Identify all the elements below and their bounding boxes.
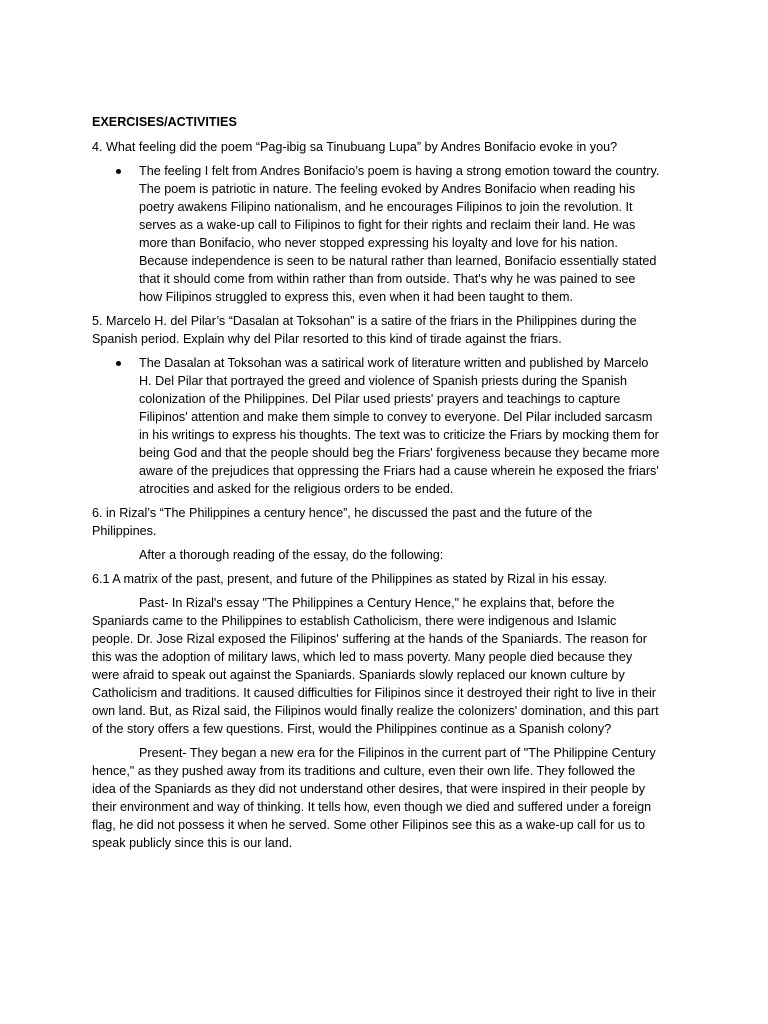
answer-4-text: The feeling I felt from Andres Bonifacio’s poem is having a strong emotion toward the country. The poem is patriotic in nature. The feeling evoked by Andres Bonifacio when reading his poetry awakens Filipino nationalism, and he encourages Filipinos to join the revolution. It serves as a wake-up call to Filipinos to fight for their rights and reclaim their land. He was more than Bonifacio, who never stopped expressing his loyalty and love for his nation. Because independence is seen to be natural rather than learned, Bonifacio essentially stated that it should come from within rather than from outside. That's why he was pained to see how Filipinos struggled to express this, even when it had been taught to them. bbox=[139, 164, 660, 304]
answer-4 bbox=[92, 162, 660, 306]
question-6-1: 6.1 A matrix of the past, present, and future of the Philippines as stated by Rizal in his essay. bbox=[92, 572, 607, 586]
section-heading: EXERCISES/ACTIVITIES bbox=[92, 115, 237, 129]
bullet-icon bbox=[116, 361, 121, 366]
present-paragraph: Present- They began a new era for the Filipinos in the current part of "The Philippine Century hence," as they pushed away from its traditions and culture, even their own life. They followed the idea of the Spaniards as they did not understand other desires, that were inspired in their people by their environment and way of thinking. It tells how, even though we died and suffered under a foreign flag, he did not possess it when he served. Some other Filipinos see this as a wake-up call for us to speak publicly since this is our land. bbox=[92, 746, 656, 850]
question-4: 4. What feeling did the poem “Pag-ibig sa Tinubuang Lupa” by Andres Bonifacio evoke in you? bbox=[92, 140, 618, 154]
bullet-icon bbox=[116, 169, 121, 174]
answer-4-list bbox=[92, 162, 660, 306]
question-5: 5. Marcelo H. del Pilar’s “Dasalan at Toksohan” is a satire of the friars in the Philippines during the Spanish period. Explain why del Pilar resorted to this kind of tirade against the friars. bbox=[92, 314, 637, 346]
question-6: 6. in Rizal’s “The Philippines a century hence”, he discussed the past and the future of the Philippines. bbox=[92, 506, 593, 538]
question-6-instruction: After a thorough reading of the essay, do the following: bbox=[139, 548, 444, 562]
document-body bbox=[92, 113, 660, 858]
answer-5 bbox=[92, 354, 660, 498]
answer-5-text: The Dasalan at Toksohan was a satirical work of literature written and published by Marcelo H. Del Pilar that portrayed the greed and violence of Spanish priests during the Spanish colonization of the Philippines. Del Pilar used priests' prayers and teachings to capture Filipinos' attention and make them simple to convey to everyone. Del Pilar included sarcasm in his writings to express his thoughts. The text was to criticize the Friars by mocking them for being God and that the people should beg the Friars' forgiveness because they became more aware of the prejudices that oppressing the Friars had a cause wherein he exposed the friars' atrocities and asked for the religious orders to be ended. bbox=[139, 356, 660, 496]
answer-5-list bbox=[92, 354, 660, 498]
past-paragraph: Past- In Rizal's essay "The Philippines a Century Hence," he explains that, before the Spaniards came to the Philippines to establish Catholicism, there were indigenous and Islamic people. Dr. Jose Rizal exposed the Filipinos' suffering at the hands of the Spaniards. The reason for this was the adoption of military laws, which led to mass poverty. Many people died because they were afraid to speak out against the Spaniards. Spaniards slowly replaced our known culture by Catholicism and traditions. It caused difficulties for Filipinos since it destroyed their right to live in their own land. But, as Rizal said, the Filipinos would finally realize the colonizers' domination, and this part of the story offers a few questions. First, would the Philippines continue as a Spanish colony? bbox=[92, 596, 659, 736]
